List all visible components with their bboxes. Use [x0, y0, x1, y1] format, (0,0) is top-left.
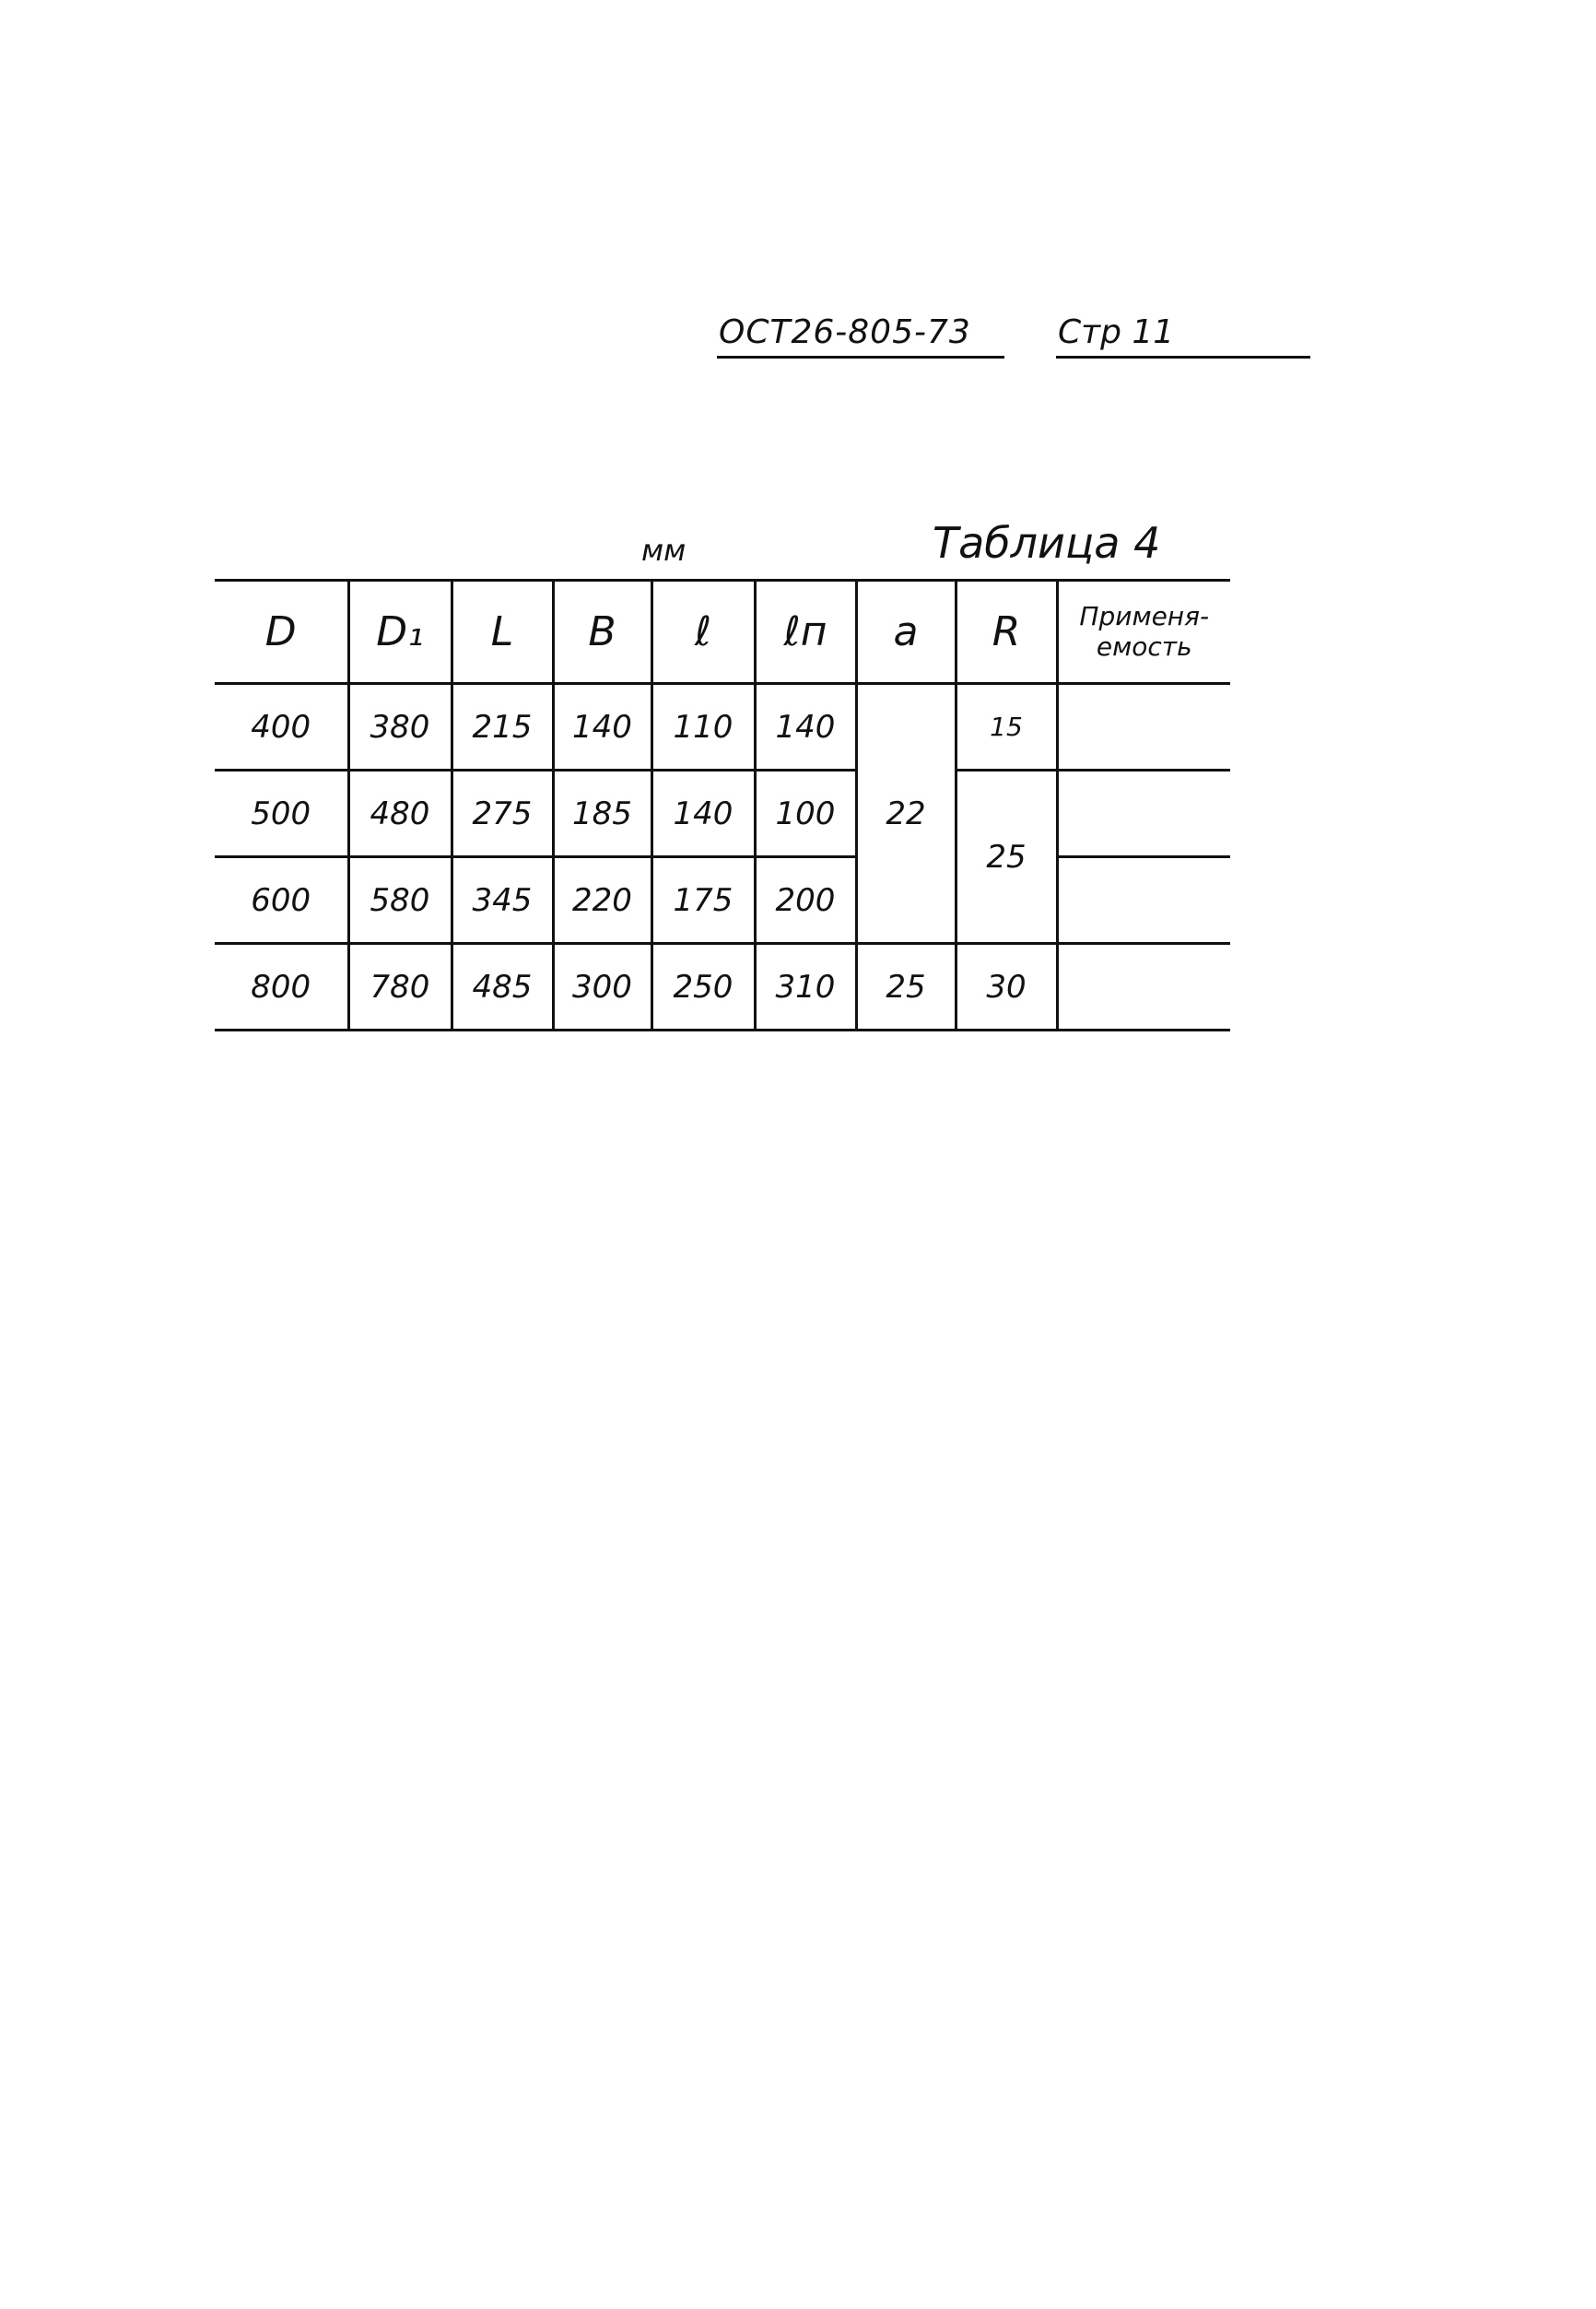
dimensions-table: [215, 579, 1230, 1031]
cell-ln: 100: [755, 771, 856, 857]
cell-B: 220: [553, 857, 651, 944]
header-ln: ℓп: [755, 581, 856, 684]
table-row: [215, 857, 1230, 944]
cell-a-merged: 22: [856, 684, 956, 944]
cell-R-merged: 25: [956, 771, 1057, 944]
table-title: Таблица 4: [933, 518, 1161, 568]
header-applicability: Применя-емость: [1057, 581, 1230, 684]
page-number: Стр 11: [1058, 313, 1175, 351]
cell-R: 15: [956, 684, 1057, 771]
cell-L: 275: [452, 771, 553, 857]
header-a: a: [856, 581, 956, 684]
cell-D1: 580: [348, 857, 452, 944]
cell-B: 300: [553, 944, 651, 1031]
table-header-row: [215, 581, 1230, 684]
cell-applicability: [1057, 944, 1230, 1031]
table-row: [215, 944, 1230, 1031]
header-D: D: [264, 608, 297, 655]
cell-B: 185: [553, 771, 651, 857]
header-R: R: [956, 581, 1057, 684]
cell-l: 250: [651, 944, 755, 1031]
table-row: [215, 771, 1230, 857]
cell-ln: 310: [755, 944, 856, 1031]
document-code: ОСТ26-805-73: [719, 313, 971, 351]
units-label: мм: [641, 533, 687, 568]
header-l: ℓ: [651, 581, 755, 684]
cell-L: 485: [452, 944, 553, 1031]
page-number-underline: [1056, 356, 1310, 359]
cell-D: 600: [251, 881, 311, 919]
header-B: B: [553, 581, 651, 684]
document-code-underline: [717, 356, 1004, 359]
cell-ln: 140: [755, 684, 856, 771]
cell-D: 400: [251, 708, 311, 746]
cell-l: 110: [651, 684, 755, 771]
cell-L: 215: [452, 684, 553, 771]
cell-R: 30: [956, 944, 1057, 1031]
cell-L: 345: [452, 857, 553, 944]
cell-D1: 480: [348, 771, 452, 857]
cell-applicability: [1057, 857, 1230, 944]
cell-applicability: [1057, 684, 1230, 771]
table-row: [215, 684, 1230, 771]
cell-B: 140: [553, 684, 651, 771]
cell-D: 800: [251, 968, 311, 1006]
cell-applicability: [1057, 771, 1230, 857]
header-D1: D₁: [348, 581, 452, 684]
cell-l: 140: [651, 771, 755, 857]
cell-D: 500: [251, 795, 311, 832]
header-L: L: [452, 581, 553, 684]
cell-D1: 380: [348, 684, 452, 771]
cell-a: 25: [856, 944, 956, 1031]
cell-D1: 780: [348, 944, 452, 1031]
cell-l: 175: [651, 857, 755, 944]
cell-ln: 200: [755, 857, 856, 944]
